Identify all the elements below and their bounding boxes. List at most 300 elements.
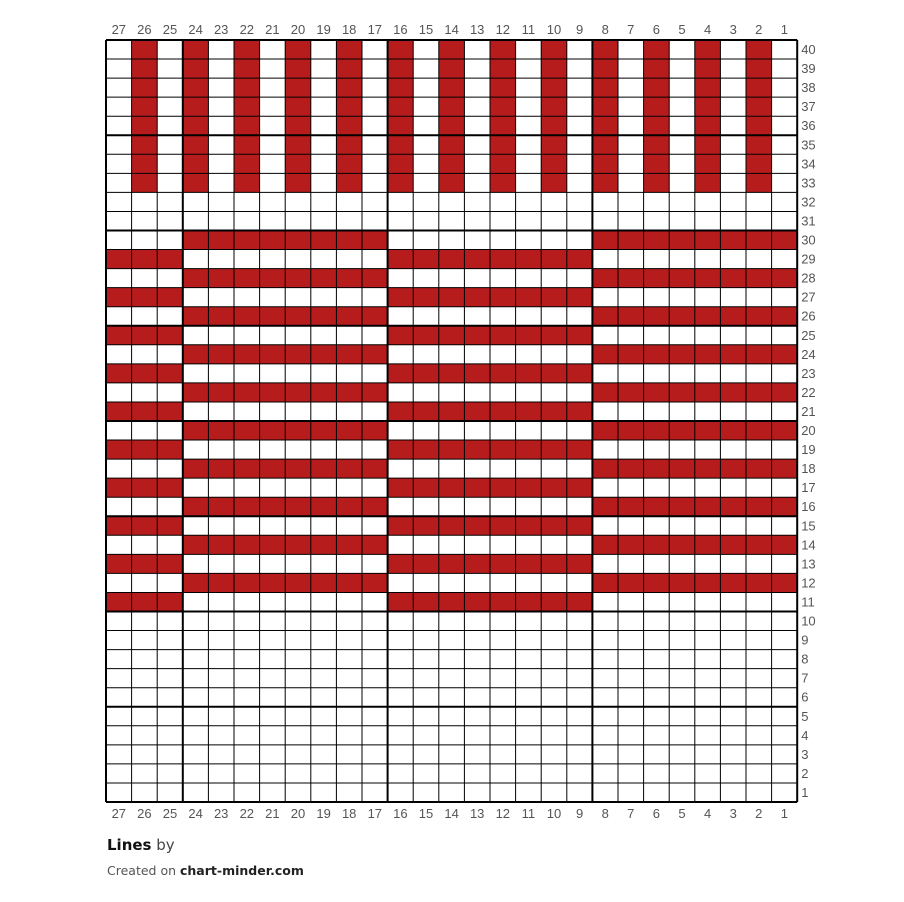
- filled-cell: [362, 269, 388, 288]
- filled-cell: [772, 421, 798, 440]
- filled-cell: [388, 554, 414, 573]
- filled-cell: [541, 116, 567, 135]
- filled-cell: [157, 288, 183, 307]
- filled-cell: [285, 459, 311, 478]
- filled-cell: [388, 364, 414, 383]
- filled-cell: [183, 421, 209, 440]
- filled-cell: [695, 116, 721, 135]
- row-number: 11: [801, 594, 815, 610]
- filled-cell: [541, 40, 567, 59]
- column-number-top: 21: [265, 22, 280, 37]
- filled-cell: [183, 135, 209, 154]
- filled-cell: [695, 497, 721, 516]
- filled-cell: [388, 440, 414, 459]
- filled-cell: [183, 40, 209, 59]
- filled-cell: [234, 59, 260, 78]
- filled-cell: [234, 116, 260, 135]
- filled-cell: [362, 535, 388, 554]
- filled-cell: [413, 364, 439, 383]
- filled-cell: [695, 135, 721, 154]
- filled-cell: [490, 154, 516, 173]
- filled-cell: [183, 173, 209, 192]
- filled-cell: [644, 345, 670, 364]
- filled-cell: [695, 345, 721, 364]
- filled-cell: [132, 402, 158, 421]
- row-number: 26: [801, 308, 816, 324]
- row-number: 9: [801, 632, 809, 648]
- column-number-top: 22: [239, 22, 255, 37]
- column-number-bottom: 1: [780, 806, 789, 821]
- row-number: 14: [801, 537, 816, 553]
- filled-cell: [746, 269, 772, 288]
- filled-cell: [183, 459, 209, 478]
- filled-cell: [720, 459, 746, 478]
- filled-cell: [541, 402, 567, 421]
- filled-cell: [106, 440, 132, 459]
- filled-cell: [183, 307, 209, 326]
- filled-cell: [388, 154, 414, 173]
- filled-cell: [644, 307, 670, 326]
- filled-cell: [183, 383, 209, 402]
- filled-cell: [618, 307, 644, 326]
- filled-cell: [669, 269, 695, 288]
- filled-cell: [285, 231, 311, 250]
- filled-cell: [157, 554, 183, 573]
- filled-cell: [618, 459, 644, 478]
- filled-cell: [541, 440, 567, 459]
- filled-cell: [439, 364, 465, 383]
- filled-cell: [490, 592, 516, 611]
- filled-cell: [106, 288, 132, 307]
- column-number-bottom: 8: [601, 806, 609, 821]
- filled-cell: [132, 40, 158, 59]
- filled-cell: [132, 326, 158, 345]
- filled-cell: [208, 573, 234, 592]
- filled-cell: [567, 440, 593, 459]
- filled-cell: [644, 116, 670, 135]
- filled-cell: [157, 516, 183, 535]
- filled-cell: [311, 345, 337, 364]
- filled-cell: [695, 421, 721, 440]
- filled-cell: [592, 135, 618, 154]
- column-number-top: 14: [444, 22, 459, 37]
- column-number-top: 17: [367, 22, 383, 37]
- filled-cell: [669, 459, 695, 478]
- filled-cell: [106, 478, 132, 497]
- column-number-bottom: 5: [678, 806, 686, 821]
- filled-cell: [157, 440, 183, 459]
- filled-cell: [695, 573, 721, 592]
- filled-cell: [720, 421, 746, 440]
- filled-cell: [541, 78, 567, 97]
- row-number: 23: [801, 365, 816, 381]
- filled-cell: [285, 135, 311, 154]
- row-number: 35: [801, 137, 816, 153]
- row-number: 2: [801, 765, 809, 781]
- filled-cell: [285, 97, 311, 116]
- filled-cell: [772, 573, 798, 592]
- filled-cell: [644, 421, 670, 440]
- filled-cell: [644, 459, 670, 478]
- filled-cell: [720, 383, 746, 402]
- filled-cell: [592, 173, 618, 192]
- column-number-bottom: 12: [495, 806, 511, 821]
- filled-cell: [285, 173, 311, 192]
- filled-cell: [413, 554, 439, 573]
- filled-cell: [541, 97, 567, 116]
- filled-cell: [157, 250, 183, 269]
- filled-cell: [285, 383, 311, 402]
- filled-cell: [260, 573, 286, 592]
- column-number-bottom: 18: [341, 806, 357, 821]
- filled-cell: [644, 497, 670, 516]
- filled-cell: [695, 59, 721, 78]
- filled-cell: [772, 307, 798, 326]
- filled-cell: [746, 459, 772, 478]
- filled-cell: [464, 250, 490, 269]
- filled-cell: [746, 59, 772, 78]
- filled-cell: [413, 288, 439, 307]
- filled-cell: [336, 345, 362, 364]
- column-number-top: 6: [652, 22, 661, 37]
- filled-cell: [541, 326, 567, 345]
- filled-cell: [772, 535, 798, 554]
- filled-cell: [260, 307, 286, 326]
- filled-cell: [413, 440, 439, 459]
- column-number-top: 23: [213, 22, 229, 37]
- filled-cell: [106, 554, 132, 573]
- filled-cell: [208, 421, 234, 440]
- filled-cell: [746, 231, 772, 250]
- filled-cell: [567, 288, 593, 307]
- column-number-bottom: 24: [188, 806, 203, 821]
- column-number-bottom: 21: [265, 806, 280, 821]
- filled-cell: [592, 78, 618, 97]
- filled-cell: [695, 40, 721, 59]
- row-number: 22: [801, 384, 816, 400]
- filled-cell: [695, 307, 721, 326]
- filled-cell: [644, 231, 670, 250]
- filled-cell: [464, 516, 490, 535]
- filled-cell: [746, 535, 772, 554]
- column-number-bottom: 4: [703, 806, 712, 821]
- filled-cell: [260, 497, 286, 516]
- filled-cell: [516, 554, 542, 573]
- filled-cell: [336, 497, 362, 516]
- filled-cell: [183, 535, 209, 554]
- filled-cell: [388, 478, 414, 497]
- filled-cell: [541, 173, 567, 192]
- filled-cell: [567, 592, 593, 611]
- filled-cell: [362, 307, 388, 326]
- filled-cell: [132, 78, 158, 97]
- column-number-top: 15: [418, 22, 434, 37]
- filled-cell: [388, 40, 414, 59]
- filled-cell: [439, 59, 465, 78]
- filled-cell: [516, 516, 542, 535]
- filled-cell: [106, 364, 132, 383]
- column-number-top: 11: [521, 22, 536, 37]
- filled-cell: [669, 345, 695, 364]
- filled-cell: [541, 250, 567, 269]
- column-number-top: 5: [678, 22, 686, 37]
- filled-cell: [132, 592, 158, 611]
- filled-cell: [157, 326, 183, 345]
- row-number: 10: [801, 613, 816, 629]
- filled-cell: [644, 269, 670, 288]
- filled-cell: [746, 116, 772, 135]
- filled-cell: [618, 421, 644, 440]
- filled-cell: [234, 231, 260, 250]
- filled-cell: [362, 345, 388, 364]
- filled-cell: [388, 326, 414, 345]
- filled-cell: [541, 592, 567, 611]
- filled-cell: [592, 40, 618, 59]
- filled-cell: [592, 307, 618, 326]
- filled-cell: [132, 288, 158, 307]
- filled-cell: [439, 326, 465, 345]
- filled-cell: [490, 288, 516, 307]
- filled-cell: [644, 40, 670, 59]
- filled-cell: [260, 421, 286, 440]
- site-link[interactable]: chart-minder.com: [180, 863, 304, 878]
- filled-cell: [183, 573, 209, 592]
- filled-cell: [285, 116, 311, 135]
- filled-cell: [439, 478, 465, 497]
- filled-cell: [413, 478, 439, 497]
- filled-cell: [541, 516, 567, 535]
- column-number-top: 20: [290, 22, 306, 37]
- column-number-bottom: 6: [652, 806, 661, 821]
- filled-cell: [746, 421, 772, 440]
- filled-cell: [439, 402, 465, 421]
- filled-cell: [183, 269, 209, 288]
- filled-cell: [336, 383, 362, 402]
- filled-cell: [336, 154, 362, 173]
- filled-cell: [439, 173, 465, 192]
- filled-cell: [695, 269, 721, 288]
- filled-cell: [234, 383, 260, 402]
- filled-cell: [234, 40, 260, 59]
- filled-cell: [567, 250, 593, 269]
- row-number: 21: [801, 403, 816, 419]
- column-number-top: 4: [703, 22, 712, 37]
- filled-cell: [311, 535, 337, 554]
- filled-cell: [183, 97, 209, 116]
- row-number: 28: [801, 270, 816, 286]
- filled-cell: [490, 40, 516, 59]
- filled-cell: [388, 250, 414, 269]
- filled-cell: [132, 59, 158, 78]
- filled-cell: [439, 288, 465, 307]
- row-number: 31: [801, 213, 816, 229]
- column-number-top: 8: [601, 22, 609, 37]
- filled-cell: [695, 78, 721, 97]
- filled-cell: [618, 535, 644, 554]
- column-number-top: 16: [393, 22, 408, 37]
- filled-cell: [234, 173, 260, 192]
- filled-cell: [132, 516, 158, 535]
- filled-cell: [234, 535, 260, 554]
- filled-cell: [490, 59, 516, 78]
- filled-cell: [567, 516, 593, 535]
- filled-cell: [746, 345, 772, 364]
- filled-cell: [516, 592, 542, 611]
- column-number-bottom: 9: [575, 806, 584, 821]
- column-number-top: 19: [316, 22, 331, 37]
- filled-cell: [592, 231, 618, 250]
- row-number: 36: [801, 118, 816, 134]
- filled-cell: [362, 421, 388, 440]
- filled-cell: [106, 592, 132, 611]
- filled-cell: [106, 516, 132, 535]
- filled-cell: [132, 154, 158, 173]
- filled-cell: [772, 459, 798, 478]
- filled-cell: [618, 345, 644, 364]
- filled-cell: [669, 535, 695, 554]
- filled-cell: [567, 478, 593, 497]
- filled-cell: [490, 326, 516, 345]
- filled-cell: [490, 440, 516, 459]
- filled-cell: [439, 40, 465, 59]
- created-on-label: Created on: [107, 863, 180, 878]
- filled-cell: [592, 269, 618, 288]
- filled-cell: [644, 154, 670, 173]
- chart-author-prefix: by: [151, 836, 175, 854]
- column-number-bottom: 17: [367, 806, 383, 821]
- filled-cell: [439, 516, 465, 535]
- filled-cell: [388, 402, 414, 421]
- column-number-bottom: 20: [290, 806, 306, 821]
- filled-cell: [285, 154, 311, 173]
- filled-cell: [695, 231, 721, 250]
- filled-cell: [592, 154, 618, 173]
- filled-cell: [464, 440, 490, 459]
- filled-cell: [720, 269, 746, 288]
- filled-cell: [644, 59, 670, 78]
- filled-cell: [669, 383, 695, 402]
- filled-cell: [388, 97, 414, 116]
- filled-cell: [106, 250, 132, 269]
- column-number-top: 13: [469, 22, 485, 37]
- filled-cell: [234, 78, 260, 97]
- filled-cell: [439, 440, 465, 459]
- column-number-top: 9: [575, 22, 584, 37]
- filled-cell: [234, 421, 260, 440]
- filled-cell: [413, 250, 439, 269]
- column-number-top: 7: [627, 22, 635, 37]
- filled-cell: [567, 554, 593, 573]
- filled-cell: [695, 173, 721, 192]
- column-number-bottom: 19: [316, 806, 331, 821]
- filled-cell: [464, 478, 490, 497]
- column-number-top: 10: [546, 22, 562, 37]
- chart-title-line: [107, 836, 175, 854]
- filled-cell: [388, 516, 414, 535]
- filled-cell: [413, 592, 439, 611]
- credit-line: [107, 863, 304, 878]
- column-number-bottom: 16: [393, 806, 408, 821]
- filled-cell: [336, 97, 362, 116]
- filled-cell: [285, 497, 311, 516]
- filled-cell: [183, 154, 209, 173]
- filled-cell: [285, 40, 311, 59]
- filled-cell: [695, 97, 721, 116]
- filled-cell: [208, 383, 234, 402]
- filled-cell: [234, 459, 260, 478]
- filled-cell: [541, 288, 567, 307]
- column-number-top: 12: [495, 22, 511, 37]
- filled-cell: [720, 345, 746, 364]
- filled-cell: [439, 154, 465, 173]
- filled-cell: [132, 250, 158, 269]
- filled-cell: [541, 154, 567, 173]
- row-number: 7: [801, 670, 809, 686]
- filled-cell: [336, 459, 362, 478]
- row-number: 29: [801, 251, 816, 267]
- filled-cell: [234, 307, 260, 326]
- column-number-bottom: 11: [521, 806, 536, 821]
- filled-cell: [541, 364, 567, 383]
- filled-cell: [746, 40, 772, 59]
- filled-cell: [285, 307, 311, 326]
- filled-cell: [720, 535, 746, 554]
- column-number-bottom: 10: [546, 806, 562, 821]
- filled-cell: [541, 478, 567, 497]
- filled-cell: [772, 269, 798, 288]
- row-number: 18: [801, 461, 816, 477]
- column-number-bottom: 7: [627, 806, 635, 821]
- filled-cell: [516, 440, 542, 459]
- filled-cell: [132, 554, 158, 573]
- filled-cell: [106, 402, 132, 421]
- filled-cell: [208, 459, 234, 478]
- filled-cell: [208, 307, 234, 326]
- column-number-top: 1: [780, 22, 789, 37]
- filled-cell: [311, 421, 337, 440]
- row-number: 32: [801, 194, 816, 210]
- column-number-bottom: 26: [137, 806, 152, 821]
- filled-cell: [720, 497, 746, 516]
- filled-cell: [260, 231, 286, 250]
- filled-cell: [490, 116, 516, 135]
- column-number-bottom: 22: [239, 806, 255, 821]
- filled-cell: [285, 535, 311, 554]
- filled-cell: [746, 78, 772, 97]
- filled-cell: [695, 383, 721, 402]
- column-number-top: 2: [755, 22, 763, 37]
- filled-cell: [490, 135, 516, 154]
- filled-cell: [490, 250, 516, 269]
- filled-cell: [439, 554, 465, 573]
- row-number: 24: [801, 346, 816, 362]
- filled-cell: [669, 421, 695, 440]
- filled-cell: [260, 383, 286, 402]
- filled-cell: [234, 345, 260, 364]
- row-number: 5: [801, 708, 809, 724]
- filled-cell: [336, 535, 362, 554]
- filled-cell: [362, 459, 388, 478]
- filled-cell: [644, 535, 670, 554]
- filled-cell: [208, 269, 234, 288]
- filled-cell: [311, 307, 337, 326]
- filled-cell: [439, 116, 465, 135]
- filled-cell: [592, 535, 618, 554]
- filled-cell: [336, 421, 362, 440]
- filled-cell: [772, 231, 798, 250]
- row-number: 6: [801, 689, 809, 705]
- filled-cell: [132, 440, 158, 459]
